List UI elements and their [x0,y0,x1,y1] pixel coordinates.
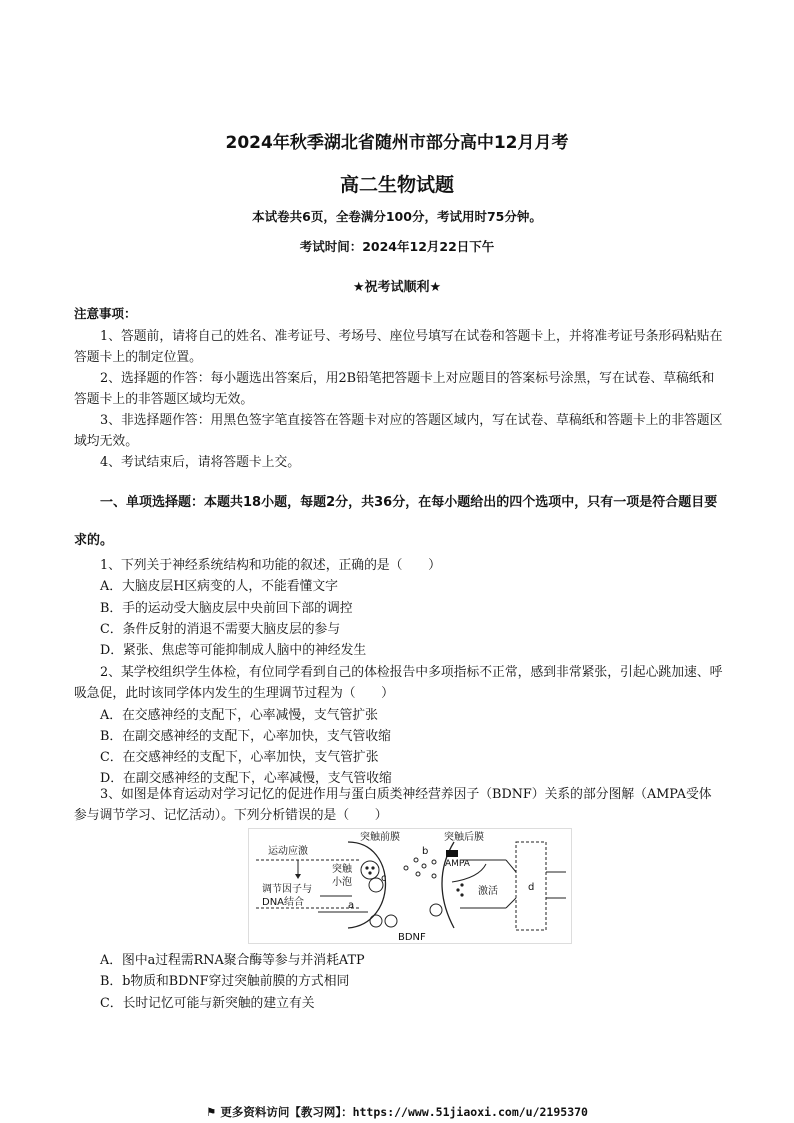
question-1 [74,555,724,661]
label-vesicle-1: 突触 [332,864,352,875]
option-d: D．紧张、焦虑等可能抑制成人脑中的神经发生 [100,643,367,659]
question-stem: 3、如图是体育运动对学习记忆的促进作用与蛋白质类神经营养因子（BDNF）关系的部分图解（AMPA受体参与调节学习、记忆活动）。下列分析错误的是（ ） [74,787,712,824]
option-c: C．在交感神经的支配下，心率加快，支气管扩张 [100,750,379,766]
question-3-options [74,950,724,1014]
exam-info-pages: 本试卷共6页，全卷满分100分，考试用时75分钟。 [252,209,542,224]
synapse-bdnf-diagram [248,828,572,944]
label-b: b [422,846,429,857]
notes-heading: 注意事项： [74,306,137,321]
footer-text: 更多资料访问【教习网】：https://www.51jiaoxi.com/u/2195370 [220,1105,588,1119]
option-a: A．大脑皮层H区病变的人，不能看懂文字 [100,579,338,595]
label-ampa: AMPA [445,859,470,869]
label-vesicle-2: 小泡 [332,877,352,888]
option-b: B．手的运动受大脑皮层中央前回下部的调控 [100,600,353,616]
question-stem: 1、下列关于神经系统结构和功能的叙述，正确的是（ ） [100,558,441,573]
question-stem: 2、某学校组织学生体检，有位同学看到自己的体检报告中多项指标不正常，感到非常紧张，引起心跳加速、呼吸急促，此时该同学体内发生的生理调节过程为（ ） [74,665,723,702]
label-d: d [528,882,535,893]
label-activate: 激活 [478,886,498,897]
label-a: a [348,900,355,911]
exam-subtitle: 高二生物试题 [339,174,454,196]
exam-title: 2024年秋季湖北省随州市部分高中12月月考 [225,133,569,153]
option-d: D．在副交感神经的支配下，心率减慢，支气管收缩 [100,771,392,787]
ampa-receptor [446,850,458,857]
option-b: B．b物质和BDNF穿过突触前膜的方式相同 [100,974,350,990]
option-c: C．条件反射的消退不需要大脑皮层的参与 [100,621,341,637]
label-factor-2: DNA结合 [262,897,305,908]
footer-link[interactable] [0,1104,794,1120]
label-bdnf: BDNF [398,932,426,943]
question-2 [74,662,724,790]
good-luck-banner: ★祝考试顺利★ [352,280,442,295]
notes-list [74,326,724,473]
label-presynaptic: 突触前膜 [360,832,400,843]
option-c: C．长时记忆可能与新突触的建立有关 [100,995,315,1011]
note-item: 3、非选择题作答：用黑色签字笔直接答在答题卡对应的答题区域内，写在试卷、草稿纸和答题卡上的非答题区域均无效。 [74,413,723,449]
label-c: c [381,873,387,884]
label-exercise: 运动应激 [268,846,308,857]
section-heading: 一、单项选择题：本题共18小题，每题2分，共36分，在每小题给出的四个选项中，只有一项是符合题目要求的。 [74,495,718,548]
question-3 [74,784,724,827]
label-factor-1: 调节因子与 [262,884,312,895]
note-item: 1、答题前，请将自己的姓名、准考证号、考场号、座位号填写在试卷和答题卡上，并将准考证号条形码粘贴在答题卡上的制定位置。 [74,329,723,365]
label-postsynaptic: 突触后膜 [444,832,484,843]
option-a: A．在交感神经的支配下，心率减慢，支气管扩张 [100,707,378,723]
note-item: 2、选择题的作答：每小题选出答案后，用2B铅笔把答题卡上对应题目的答案标号涂黑，写在试卷、草稿纸和答题卡上的非答题区域均无效。 [74,371,715,407]
exam-info-time: 考试时间：2024年12月22日下午 [299,239,495,254]
flag-icon: ⚑ [206,1105,221,1119]
note-item: 4、考试结束后，请将答题卡上交。 [100,455,301,470]
option-b: B．在副交感神经的支配下，心率加快，支气管收缩 [100,728,391,744]
option-a: A．图中a过程需RNA聚合酶等参与并消耗ATP [100,953,365,968]
